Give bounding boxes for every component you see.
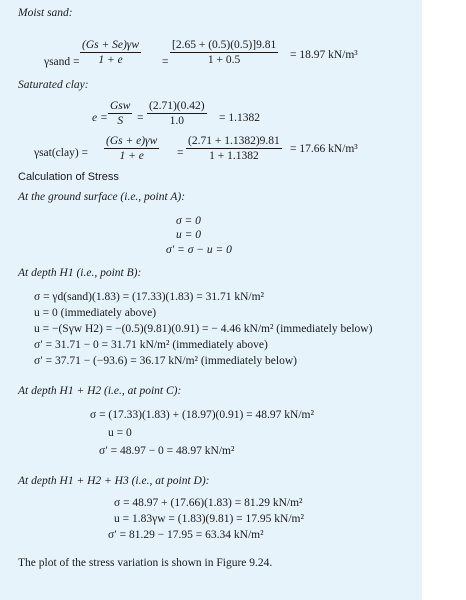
point-b-pore-pressure-below: u = −(Sγw H2) = −(0.5)(9.81)(0.91) = − 4.46 kN/m² (immediately below)	[34, 323, 373, 335]
gamma-sat-clay-equals: =	[177, 147, 184, 159]
point-c-sigma: σ = (17.33)(1.83) + (18.97)(0.91) = 48.97 kN/m²	[90, 409, 314, 421]
point-c-heading: At depth H1 + H2 (i.e., at point C):	[18, 385, 182, 397]
point-a-heading: At the ground surface (i.e., point A):	[18, 191, 186, 203]
point-d-effective-stress: σ′ = 81.29 − 17.95 = 63.34 kN/m²	[108, 529, 264, 541]
gamma-sand-formula: $\frac{(Gs + Se)\gamma w}{1 + e}$	[82, 39, 140, 66]
point-c-pore-pressure: u = 0	[108, 427, 132, 439]
calculation-title: Calculation of Stress	[18, 171, 119, 183]
point-b-sigma: σ = γd(sand)(1.83) = (17.33)(1.83) = 31.71 kN/m²	[34, 291, 264, 303]
void-ratio-substitution: $\frac{(2.71)(0.42)}{1.0}$	[149, 100, 205, 127]
gamma-sat-clay-lhs: γsat(clay) =	[34, 147, 89, 159]
gamma-sand-lhs: γsand =	[44, 56, 80, 68]
point-b-effective-below: σ′ = 37.71 − (−93.6) = 36.17 kN/m² (immediately below)	[34, 355, 297, 367]
gamma-sat-clay-formula: $\frac{(Gs + e)\gamma w}{1 + e}$	[106, 135, 158, 162]
point-b-effective-above: σ′ = 31.71 − 0 = 31.71 kN/m² (immediately above)	[34, 339, 268, 351]
void-ratio-formula: Gsw S	[110, 100, 131, 127]
gamma-sat-clay-substitution: $\frac{(2.71 + 1.1382)9.81}{1 + 1.1382}$	[188, 135, 280, 162]
point-a-sigma: σ = 0	[176, 215, 201, 227]
point-d-heading: At depth H1 + H2 + H3 (i.e., at point D):	[18, 475, 210, 487]
gamma-sand-result: = 18.97 kN/m³	[290, 49, 358, 61]
point-d-pore-pressure: u = 1.83γw = (1.83)(9.81) = 17.95 kN/m²	[114, 513, 304, 525]
point-b-pore-pressure-above: u = 0 (immediately above)	[34, 307, 157, 319]
figure-reference: The plot of the stress variation is shown in Figure 9.24.	[18, 557, 273, 569]
point-a-pore-pressure: u = 0	[176, 229, 202, 241]
saturated-clay-heading: Saturated clay:	[18, 79, 89, 91]
point-c-effective-stress: σ′ = 48.97 − 0 = 48.97 kN/m²	[99, 445, 235, 457]
void-ratio-lhs: e =	[92, 112, 108, 124]
gamma-sand-substitution: $\frac{[2.65 + (0.5)(0.5)]9.81}{1 + 0.5}$	[172, 39, 277, 66]
point-d-sigma: σ = 48.97 + (17.66)(1.83) = 81.29 kN/m²	[114, 497, 303, 509]
point-a-effective-stress: σ′ = σ − u = 0	[166, 244, 232, 256]
gamma-sand-equals: =	[162, 56, 169, 68]
moist-sand-heading: Moist sand:	[18, 7, 73, 19]
void-ratio-result: = 1.1382	[219, 112, 260, 124]
void-ratio-equals: =	[137, 112, 144, 124]
point-b-heading: At depth H1 (i.e., point B):	[18, 267, 142, 279]
gamma-sat-clay-result: = 17.66 kN/m³	[290, 143, 358, 155]
